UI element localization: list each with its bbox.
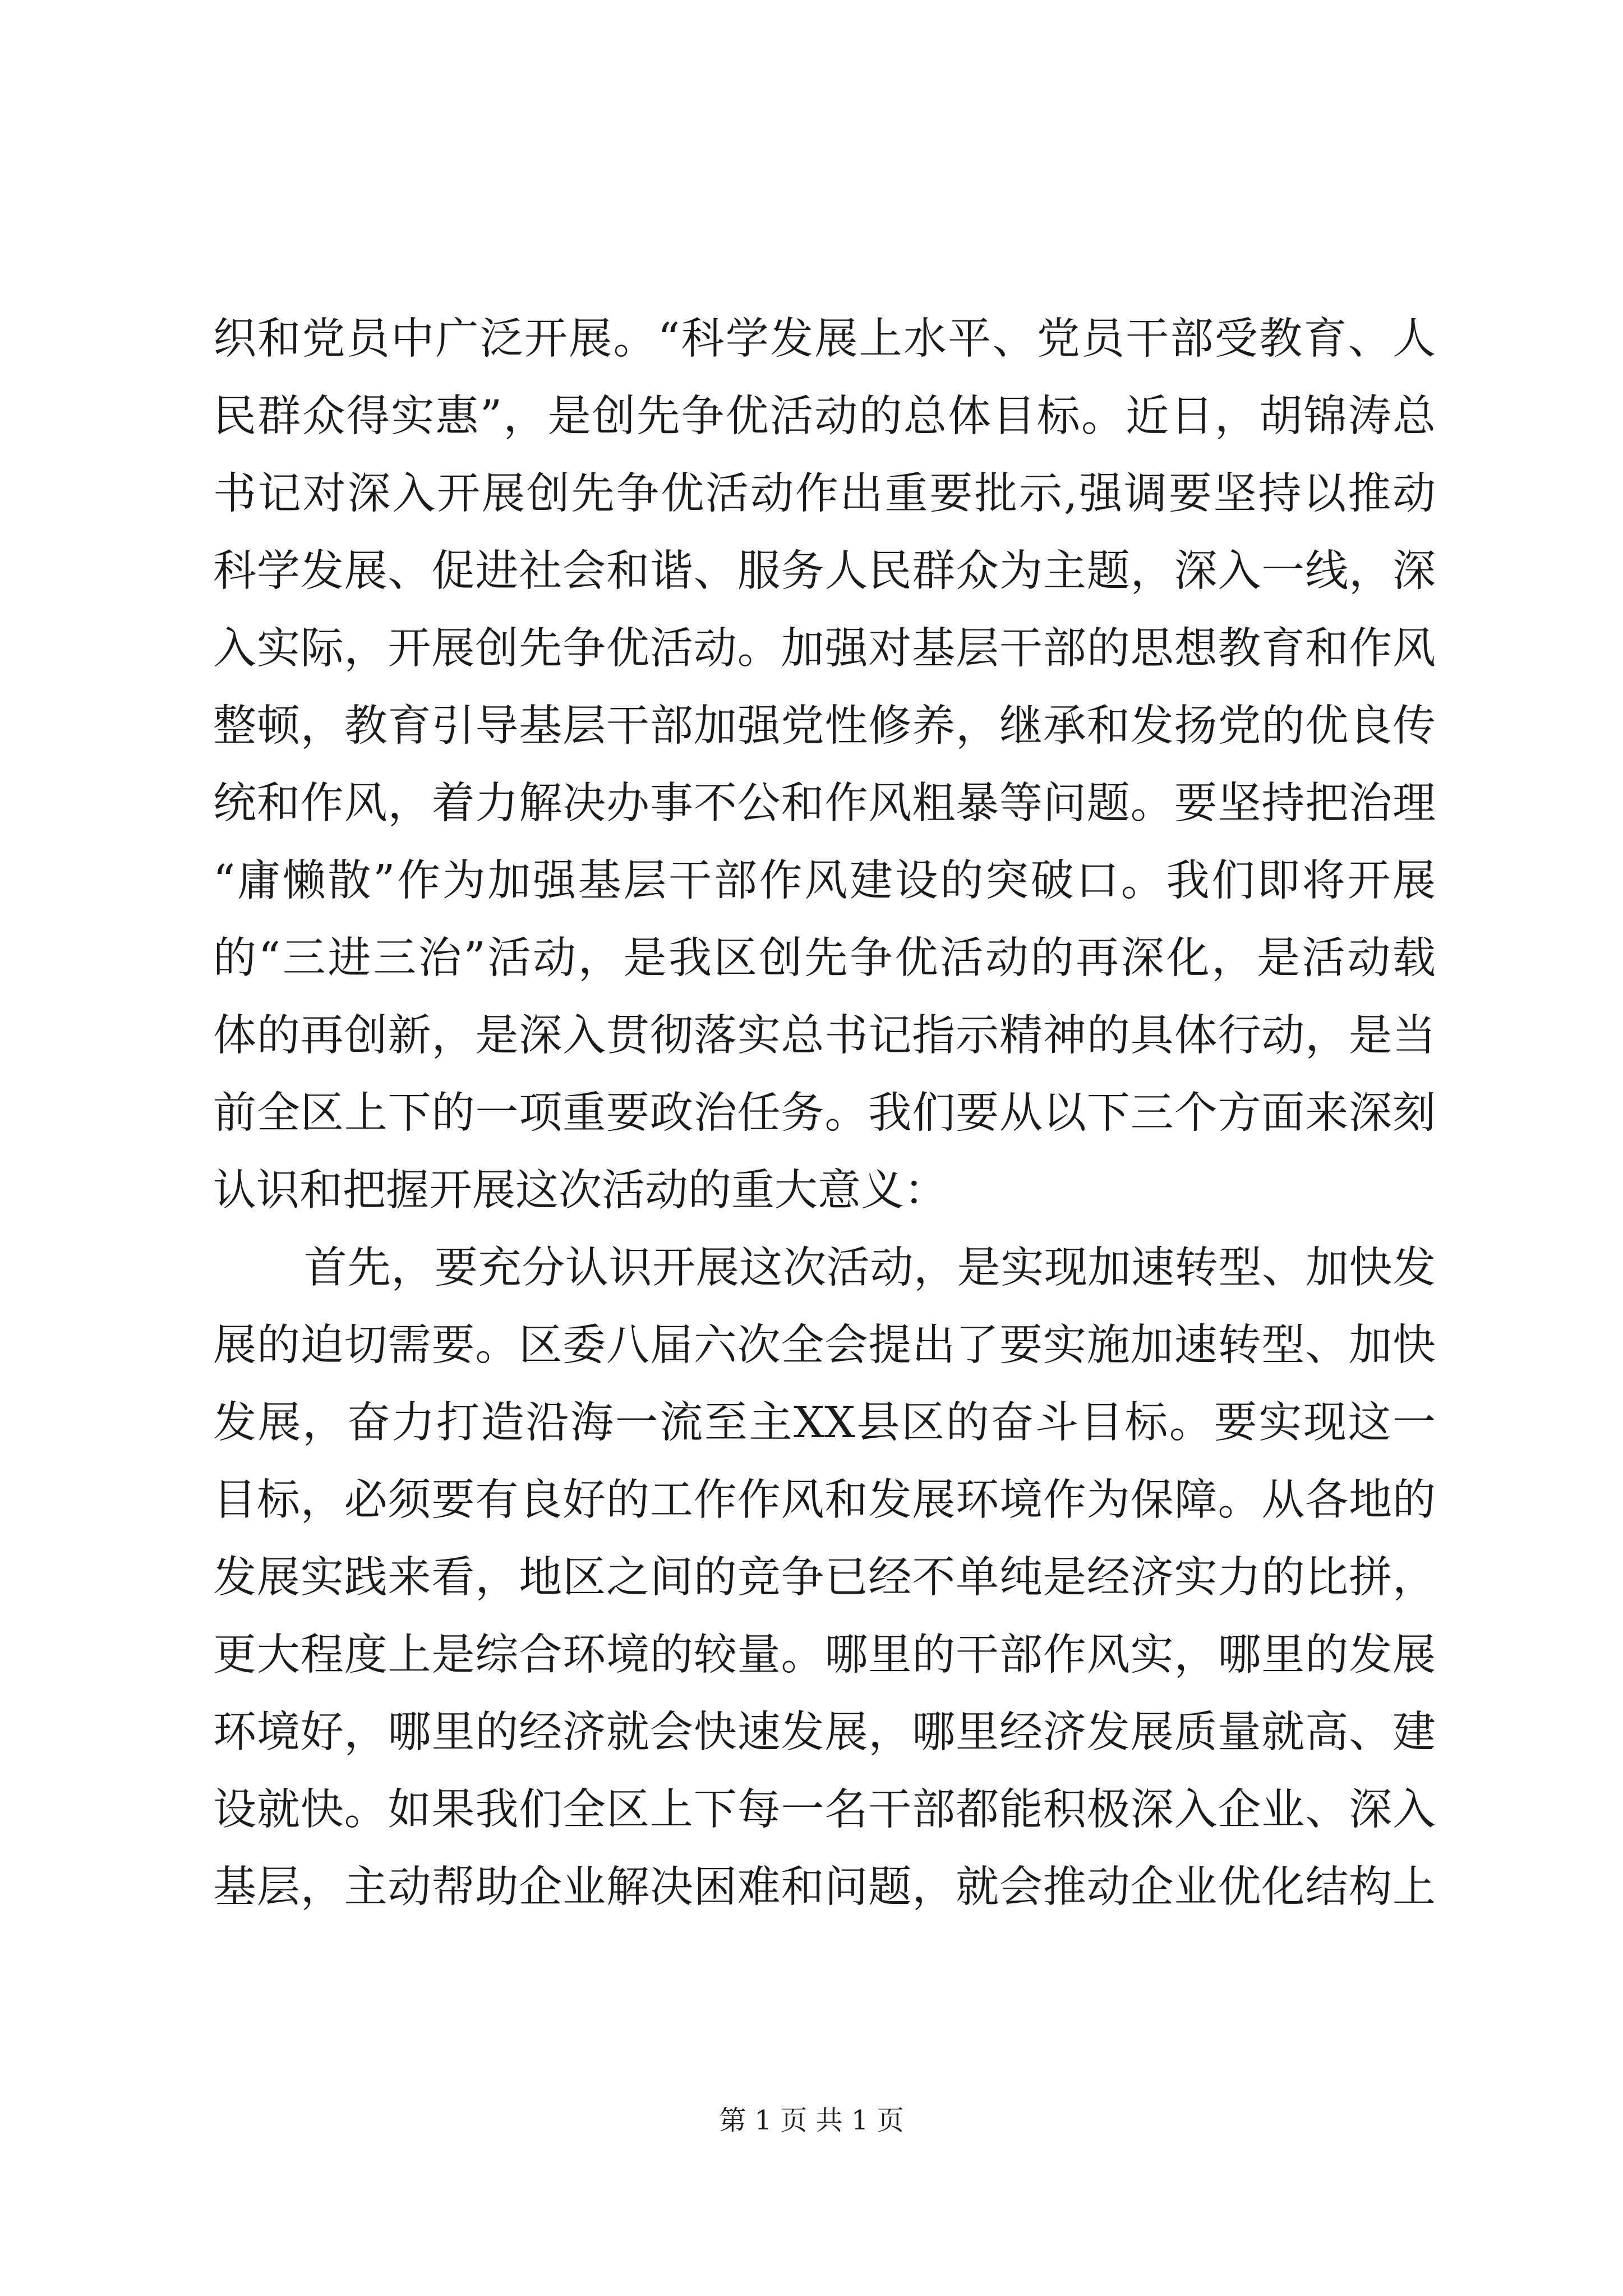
body-text-line: “庸懒散”作为加强基层干部作风建设的突破口。我们即将开展 bbox=[213, 856, 1436, 906]
body-text-line: 的“三进三治”活动，是我区创先争优活动的再深化，是活动载 bbox=[213, 933, 1436, 983]
body-text-line: 设就快。如果我们全区上下每一名干部都能积极深入企业、深入 bbox=[213, 1785, 1436, 1835]
body-text-line: 更大程度上是综合环境的较量。哪里的干部作风实，哪里的发展 bbox=[213, 1630, 1436, 1680]
body-text-line: 发展实践来看，地区之间的竞争已经不单纯是经济实力的比拼， bbox=[213, 1553, 1436, 1603]
body-text-line: 展的迫切需要。区委八届六次全会提出了要实施加速转型、加快 bbox=[213, 1320, 1436, 1370]
body-text-line: 统和作风，着力解决办事不公和作风粗暴等问题。要坚持把治理 bbox=[213, 779, 1436, 829]
body-text-line: 环境好，哪里的经济就会快速发展，哪里经济发展质量就高、建 bbox=[213, 1708, 1436, 1757]
body-text-line: 前全区上下的一项重要政治任务。我们要从以下三个方面来深刻 bbox=[213, 1088, 1436, 1138]
body-text-line: 民群众得实惠”，是创先争优活动的总体目标。近日，胡锦涛总 bbox=[213, 392, 1436, 441]
body-text-line: 入实际，开展创先争优活动。加强对基层干部的思想教育和作风 bbox=[213, 624, 1436, 674]
body-text-line: 科学发展、促进社会和谐、服务人民群众为主题，深入一线，深 bbox=[213, 546, 1436, 596]
body-text-line: 认识和把握开展这次活动的重大意义： bbox=[213, 1166, 947, 1216]
paragraph-first-line: 首先，要充分认识开展这次活动，是实现加速转型、加快发 bbox=[304, 1243, 1436, 1293]
body-text-line: 书记对深入开展创先争优活动作出重要批示,强调要坚持以推动 bbox=[213, 469, 1436, 519]
body-text-line: 整顿，教育引导基层干部加强党性修养，继承和发扬党的优良传 bbox=[213, 701, 1436, 751]
body-text-line: 基层，主动帮助企业解决困难和问题，就会推动企业优化结构上 bbox=[213, 1862, 1436, 1912]
body-text-line: 织和党员中广泛开展。“科学发展上水平、党员干部受教育、人 bbox=[213, 314, 1436, 364]
body-text-line: 体的再创新，是深入贯彻落实总书记指示精神的具体行动，是当 bbox=[213, 1011, 1436, 1061]
body-text-line: 目标，必须要有良好的工作作风和发展环境作为保障。从各地的 bbox=[213, 1475, 1436, 1525]
page-number-footer: 第 1 页 共 1 页 bbox=[719, 2105, 904, 2136]
body-text-line: 发展，奋力打造沿海一流至主XX县区的奋斗目标。要实现这一 bbox=[213, 1398, 1436, 1448]
